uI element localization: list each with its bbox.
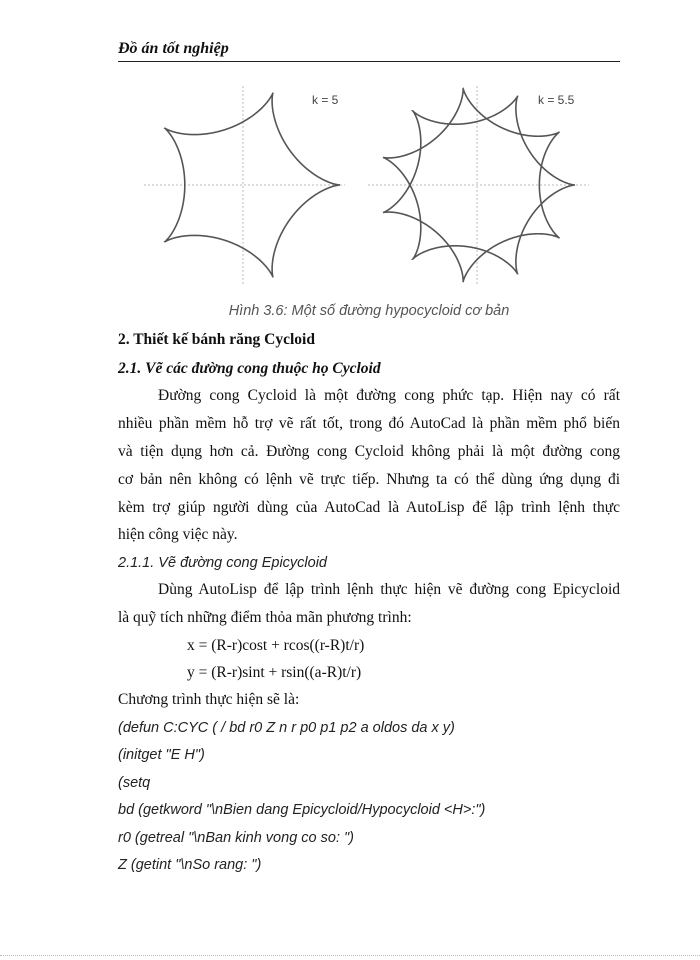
paragraph1-line: và tiện dụng hơn cả. Đường cong Cycloid không phải là một đường cong: [118, 443, 620, 460]
paragraph1-line: hiện công việc này.: [118, 526, 238, 543]
paragraph1-line: nhiều phần mềm hỗ trợ vẽ rất tốt, trong đó AutoCad là phần mềm phổ biến: [118, 415, 620, 432]
paragraph2-line: là quỹ tích những điểm thỏa mãn phương trình:: [118, 609, 412, 626]
program-intro: Chương trình thực hiện sẽ là:: [118, 691, 300, 708]
code-line: r0 (getreal "\nBan kinh vong co so: "): [118, 830, 354, 846]
code-line: bd (getkword "\nBien dang Epicycloid/Hypocycloid <H>:"): [118, 802, 486, 818]
code-line: (initget "E H"): [118, 747, 205, 763]
subsubsection-heading: 2.1.1. Vẽ đường cong Epicycloid: [118, 555, 327, 571]
hypocycloid-k5.5-curve: [383, 88, 575, 282]
code-line: (setq: [118, 775, 151, 791]
right-k-label: k = 5.5: [538, 93, 575, 107]
paragraph1-line: kèm trợ giúp người dùng của AutoCad là AutoLisp để lập trình lệnh thực: [118, 499, 620, 516]
section-heading: 2. Thiết kế bánh răng Cycloid: [118, 331, 315, 348]
left-k-label: k = 5: [312, 93, 339, 107]
subsection-heading: 2.1. Vẽ các đường cong thuộc họ Cycloid: [118, 360, 381, 377]
page-bottom-divider: [0, 955, 700, 956]
code-line: Z (getint "\nSo rang: "): [118, 857, 262, 873]
equation-y: y = (R-r)sint + rsin((a-R)t/r): [187, 664, 362, 681]
page-header: Đồ án tốt nghiệp: [118, 40, 620, 62]
equation-x: x = (R-r)cost + rcos((r-R)t/r): [187, 637, 365, 654]
figure-caption: Hình 3.6: Một số đường hypocycloid cơ bản: [228, 303, 510, 319]
paragraph1-line: cơ bản nên không có lệnh vẽ trực tiếp. Nhưng ta có thể dùng ứng dụng đi: [118, 471, 620, 488]
hypocycloid-figure: [140, 84, 590, 289]
paragraph1-line: Đường cong Cycloid là một đường cong phức tạp. Hiện nay có rất: [158, 387, 620, 404]
code-line: (defun C:CYC ( / bd r0 Z n r p0 p1 p2 a oldos da x y): [118, 720, 455, 736]
paragraph2-line: Dùng AutoLisp để lập trình lệnh thực hiện vẽ đường cong Epicycloid: [158, 581, 620, 598]
